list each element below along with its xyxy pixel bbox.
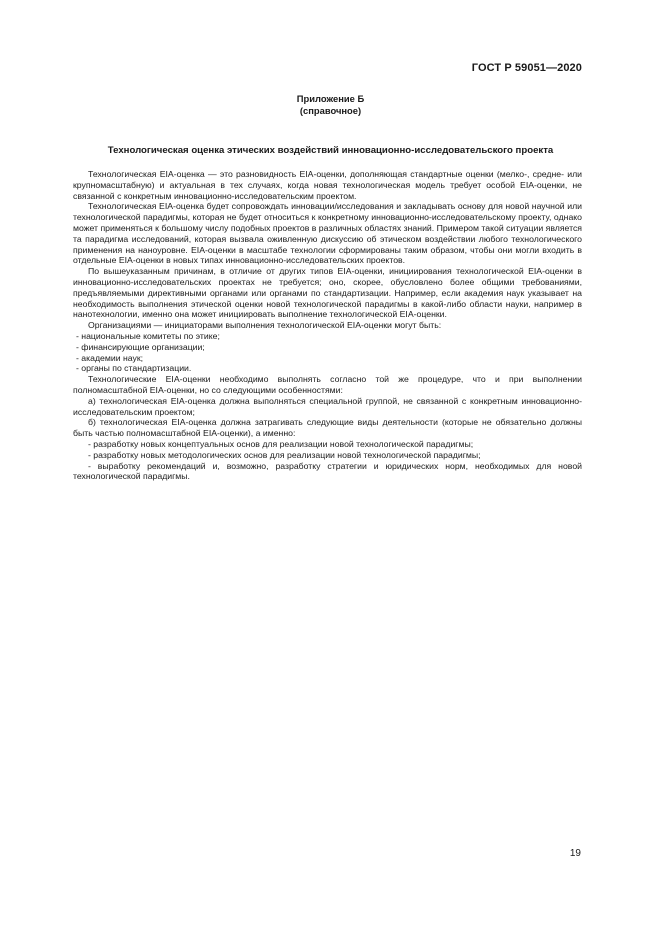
list-item-activity: - разработку новых методологических основ для реализации новой технологической парадигмы;	[88, 449, 481, 460]
list-item-feature: а) технологическая EIA-оценка должна выполняться специальной группой, не связанной с конкретным инновационно-исследовательским проектом;	[73, 395, 582, 417]
list-item-activity: - разработку новых концептуальных основ для реализации новой технологической парадигмы;	[88, 438, 474, 449]
paragraph: По вышеуказанным причинам, в отличие от других типов EIA-оценки, инициирования технологической EIA-оценки в инновационно-исследовательских проектах не требуется; оно, скорее, обусловлено более общими требованиями, предъявляемыми директивными органами или органами по стандартизации. Например, если академия наук указывает на необходимость выполнения этической оценки новой технологической парадигмы в какой-либо области науки, например в нанотехнологии, именно она может инициировать выполнение технологической EIA-оценки.	[73, 266, 582, 320]
list-item-initiator: - органы по стандартизации.	[76, 363, 192, 374]
section-title: Технологическая оценка этических воздействий инновационно-исследовательского проекта	[107, 145, 554, 156]
list-item-initiator: - академии наук;	[76, 352, 144, 363]
page-number: 19	[569, 848, 581, 859]
list-item-initiator: - финансирующие организации;	[76, 341, 205, 352]
document-code: ГОСТ Р 59051—2020	[471, 62, 582, 74]
body-text	[73, 169, 582, 482]
list-item-initiator: - национальные комитеты по этике;	[76, 330, 220, 341]
appendix-heading	[0, 93, 661, 116]
paragraph: Технологическая EIA-оценка будет сопровождать инновации/исследования и закладывать основу для новой научной или технологической парадигмы, которая не будет относиться к конкретному инновационно-исследовательскому проекту, однако может применяться к большому числу подобных проектов в различных областях знаний. Примером такой ситуации является та парадигма исследований, которая вызвала оживленную дискуссию об этическом воздействии любого технологического применения на наноуровне. EIA-оценки в масштабе технологии сформированы таким образом, чтобы они могли входить в отдельные EIA-оценки в новых типах инновационно-исследовательских проектов.	[73, 201, 582, 266]
paragraph: Организациями — инициаторами выполнения технологической EIA-оценки могут быть:	[88, 320, 442, 331]
list-item-activity: - выработку рекомендаций и, возможно, разработку стратегии и юридических норм, необходимых для новой технологической парадигмы.	[73, 460, 582, 482]
appendix-label: Приложение Б	[296, 93, 365, 104]
appendix-type: (справочное)	[299, 104, 362, 116]
paragraph: Технологическая EIA-оценка — это разновидность EIA-оценки, дополняющая стандартные оценки (мелко-, средне- или крупномасштабную) и актуальная в тех случаях, когда новая технологическая модель требует особой EIA-оценки, не связанной с конкретным инновационно-исследовательским проектом.	[73, 169, 582, 201]
paragraph: Технологические EIA-оценки необходимо выполнять согласно той же процедуре, что и при выполнении полномасштабной EIA-оценки, но со следующими особенностями:	[73, 374, 582, 395]
list-item-feature: б) технологическая EIA-оценка должна затрагивать следующие виды деятельности (которые не обязательно должны быть частью полномасштабной EIA-оценки), а именно:	[73, 417, 582, 439]
